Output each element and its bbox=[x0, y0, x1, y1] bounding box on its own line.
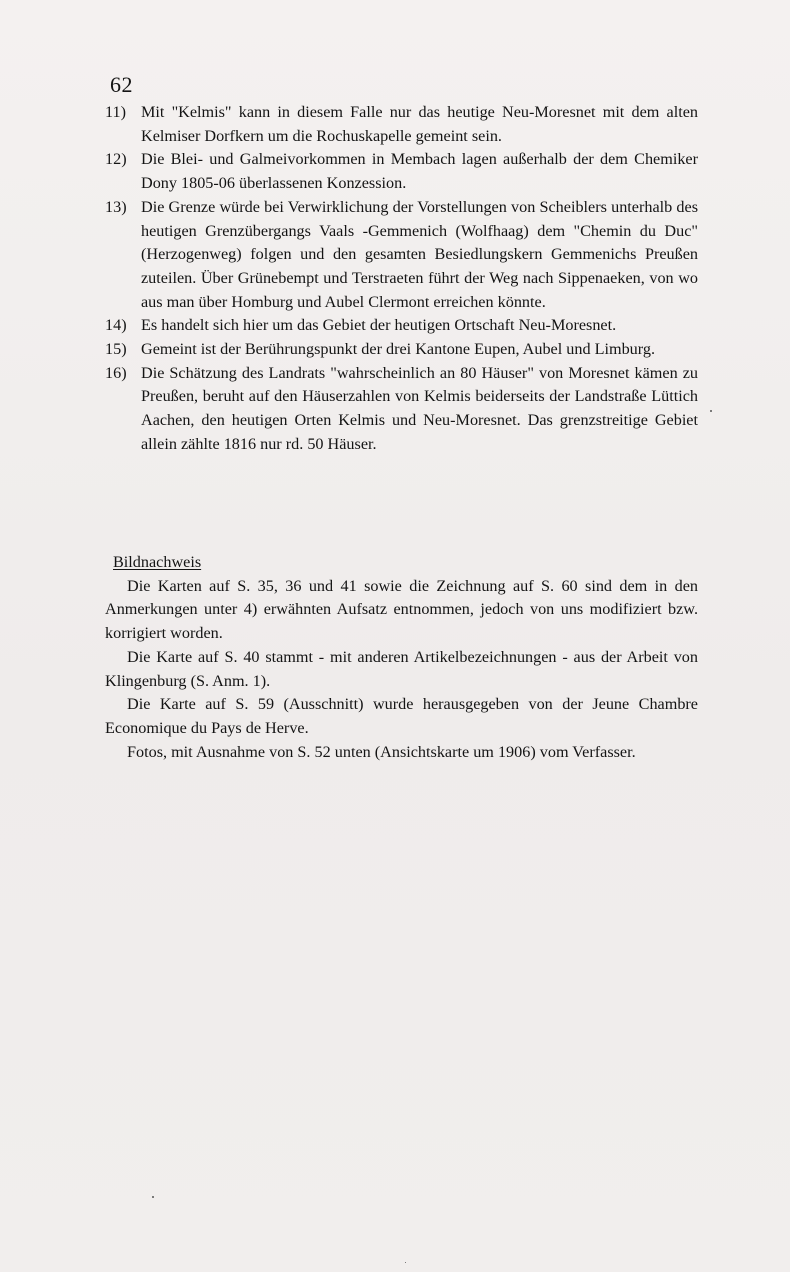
endnote-item bbox=[105, 148, 698, 195]
image-credits-heading: Bildnachweis bbox=[113, 553, 202, 571]
image-credits-paragraph: Die Karten auf S. 35, 36 und 41 sowie die Zeichnung auf S. 60 sind dem in den Anmerkungen unter 4) erwähnten Aufsatz entnommen, jedoch von uns modifiziert bzw. korrigiert worden. bbox=[105, 576, 698, 643]
endnotes-list bbox=[105, 101, 698, 457]
endnote-number: 14) bbox=[105, 316, 127, 335]
endnote-number: 11) bbox=[105, 103, 126, 121]
paper-speck bbox=[152, 1196, 154, 1198]
endnote-text: Die Blei- und Galmeivorkommen in Membach lagen außerhalb der dem Chemiker Dony 1805-06 überlassenen Konzession. bbox=[141, 150, 698, 193]
image-credits-paragraph: Fotos, mit Ausnahme von S. 52 unten (Ansichtskarte um 1906) vom Verfasser. bbox=[127, 742, 636, 761]
endnote-item bbox=[105, 196, 698, 315]
paper-speck bbox=[405, 1262, 406, 1263]
endnote-text: Die Schätzung des Landrats "wahrscheinlich an 80 Häuser" von Moresnet kämen zu Preußen, beruht auf den Häuserzahlen von Kelmis beiderseits der Landstraße Lüttich Aachen, den heutigen Orten Kelmis und Neu-Moresnet. Das grenzstreitige Gebiet allein zählte 1816 nur rd. 50 Häuser. bbox=[141, 363, 698, 453]
paper-speck bbox=[710, 410, 712, 412]
image-credits-section bbox=[105, 551, 698, 764]
endnote-text: Gemeint ist der Berührungspunkt der drei Kantone Eupen, Aubel und Limburg. bbox=[141, 340, 655, 359]
page-number: 62 bbox=[110, 72, 133, 97]
endnote-item bbox=[105, 338, 698, 362]
endnote-number: 13) bbox=[105, 197, 127, 216]
endnote-text: Die Grenze würde bei Verwirklichung der Vorstellungen von Scheiblers unterhalb des heutigen Grenzübergangs Vaals -Gemmenich (Wolfhaag) dem "Chemin du Duc" (Herzogenweg) folgen und den gesamten Besiedlungskern Gemmenichs Preußen zuteilen. Über Grünebempt und Terstraeten führt der Weg nach Sippenaeken, von wo aus man über Homburg und Aubel Clermont erreichen könnte. bbox=[141, 197, 698, 311]
endnote-number: 12) bbox=[105, 150, 127, 169]
endnote-item bbox=[105, 362, 698, 457]
image-credits-paragraph: Die Karte auf S. 40 stammt - mit anderen Artikelbezeichnungen - aus der Arbeit von Klingenburg (S. Anm. 1). bbox=[105, 647, 698, 690]
endnote-text: Mit "Kelmis" kann in diesem Falle nur das heutige Neu-Moresnet mit dem alten Kelmiser Dorfkern um die Rochuskapelle gemeint sein. bbox=[141, 103, 698, 145]
endnote-text: Es handelt sich hier um das Gebiet der heutigen Ortschaft Neu-Moresnet. bbox=[141, 316, 617, 335]
endnote-number: 15) bbox=[105, 340, 127, 359]
endnote-number: 16) bbox=[105, 363, 127, 382]
endnote-item bbox=[105, 101, 698, 148]
image-credits-paragraph: Die Karte auf S. 59 (Ausschnitt) wurde herausgegeben von der Jeune Chambre Economique du Pays de Herve. bbox=[105, 695, 698, 737]
endnote-item bbox=[105, 314, 698, 338]
